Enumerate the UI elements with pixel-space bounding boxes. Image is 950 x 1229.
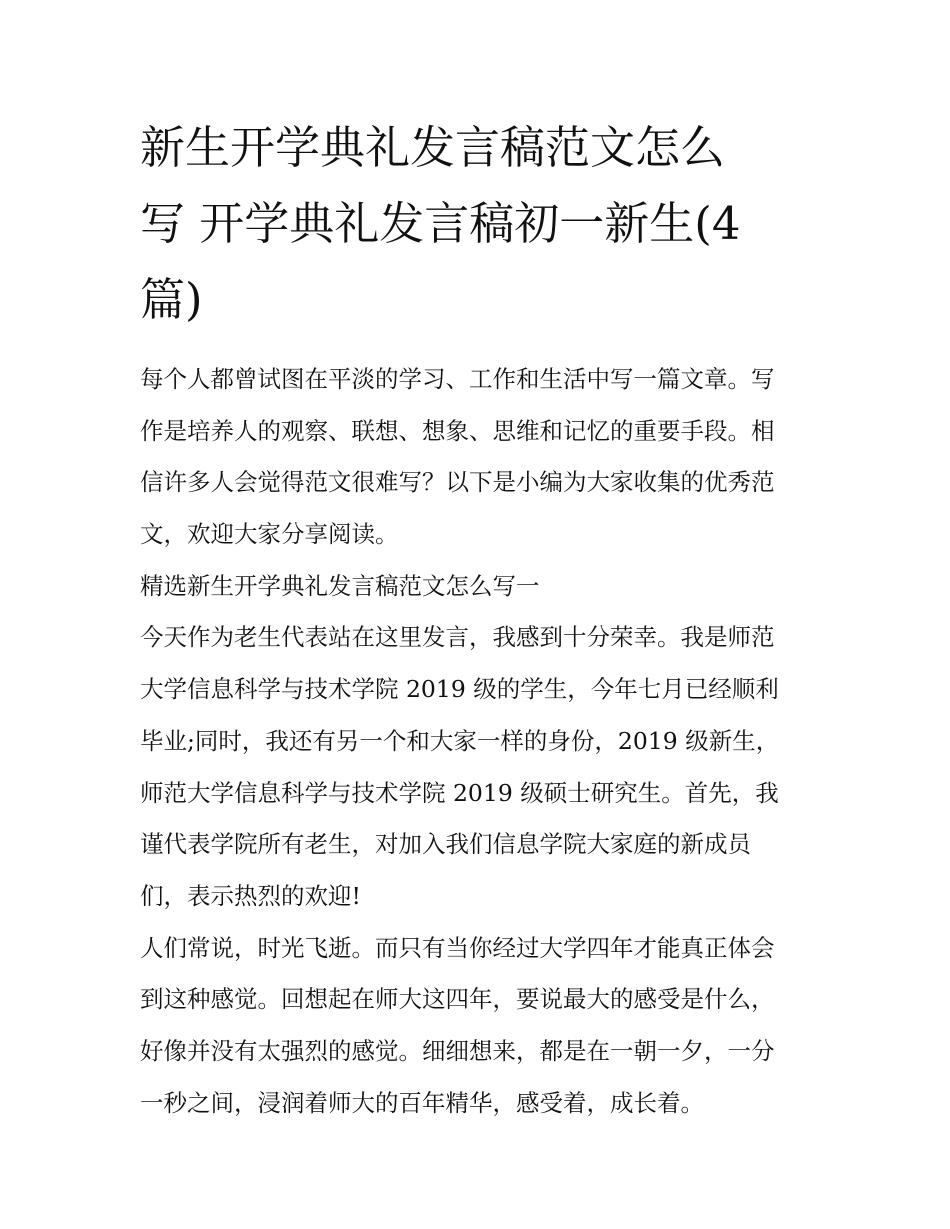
intro-line-4: 文，欢迎大家分享阅读。: [140, 520, 399, 549]
document-title: [140, 110, 820, 338]
paragraph-1-line-1: 今天作为老生代表站在这里发言，我感到十分荣幸。我是师范: [140, 623, 775, 652]
document-body: [140, 354, 820, 1129]
title-line-1: 新生开学典礼发言稿范文怎么: [140, 121, 726, 174]
paragraph-1-line-3: 毕业;同时，我还有另一个和大家一样的身份，2019 级新生，: [140, 726, 780, 755]
paragraph-2-line-2: 到这种感觉。回想起在师大这四年，要说最大的感受是什么，: [140, 985, 775, 1014]
intro-line-2: 作是培养人的观察、联想、想象、思维和记忆的重要手段。相: [140, 416, 775, 445]
paragraph-1-line-4: 师范大学信息科学与技术学院 2019 级硕士研究生。首先，我: [140, 778, 779, 807]
paragraph-2-line-1: 人们常说，时光飞逝。而只有当你经过大学四年才能真正体会: [140, 933, 775, 962]
paragraph-1-line-5: 谨代表学院所有老生，对加入我们信息学院大家庭的新成员: [140, 830, 751, 859]
title-line-2: 写 开学典礼发言稿初一新生(4: [140, 197, 741, 250]
paragraph-1-line-6: 们，表示热烈的欢迎!: [140, 881, 361, 910]
section-heading: 精选新生开学典礼发言稿范文怎么写一: [140, 571, 540, 600]
paragraph-2-line-4: 一秒之间，浸润着师大的百年精华，感受着，成长着。: [140, 1088, 704, 1117]
paragraph-1-line-2: 大学信息科学与技术学院 2019 级的学生，今年七月已经顺利: [140, 675, 779, 704]
paragraph-2-line-3: 好像并没有太强烈的感觉。细细想来，都是在一朝一夕，一分: [140, 1036, 775, 1065]
title-line-3: 篇): [140, 273, 203, 326]
intro-line-3: 信许多人会觉得范文很难写？以下是小编为大家收集的优秀范: [140, 468, 775, 497]
intro-line-1: 每个人都曾试图在平淡的学习、工作和生活中写一篇文章。写: [140, 365, 775, 393]
